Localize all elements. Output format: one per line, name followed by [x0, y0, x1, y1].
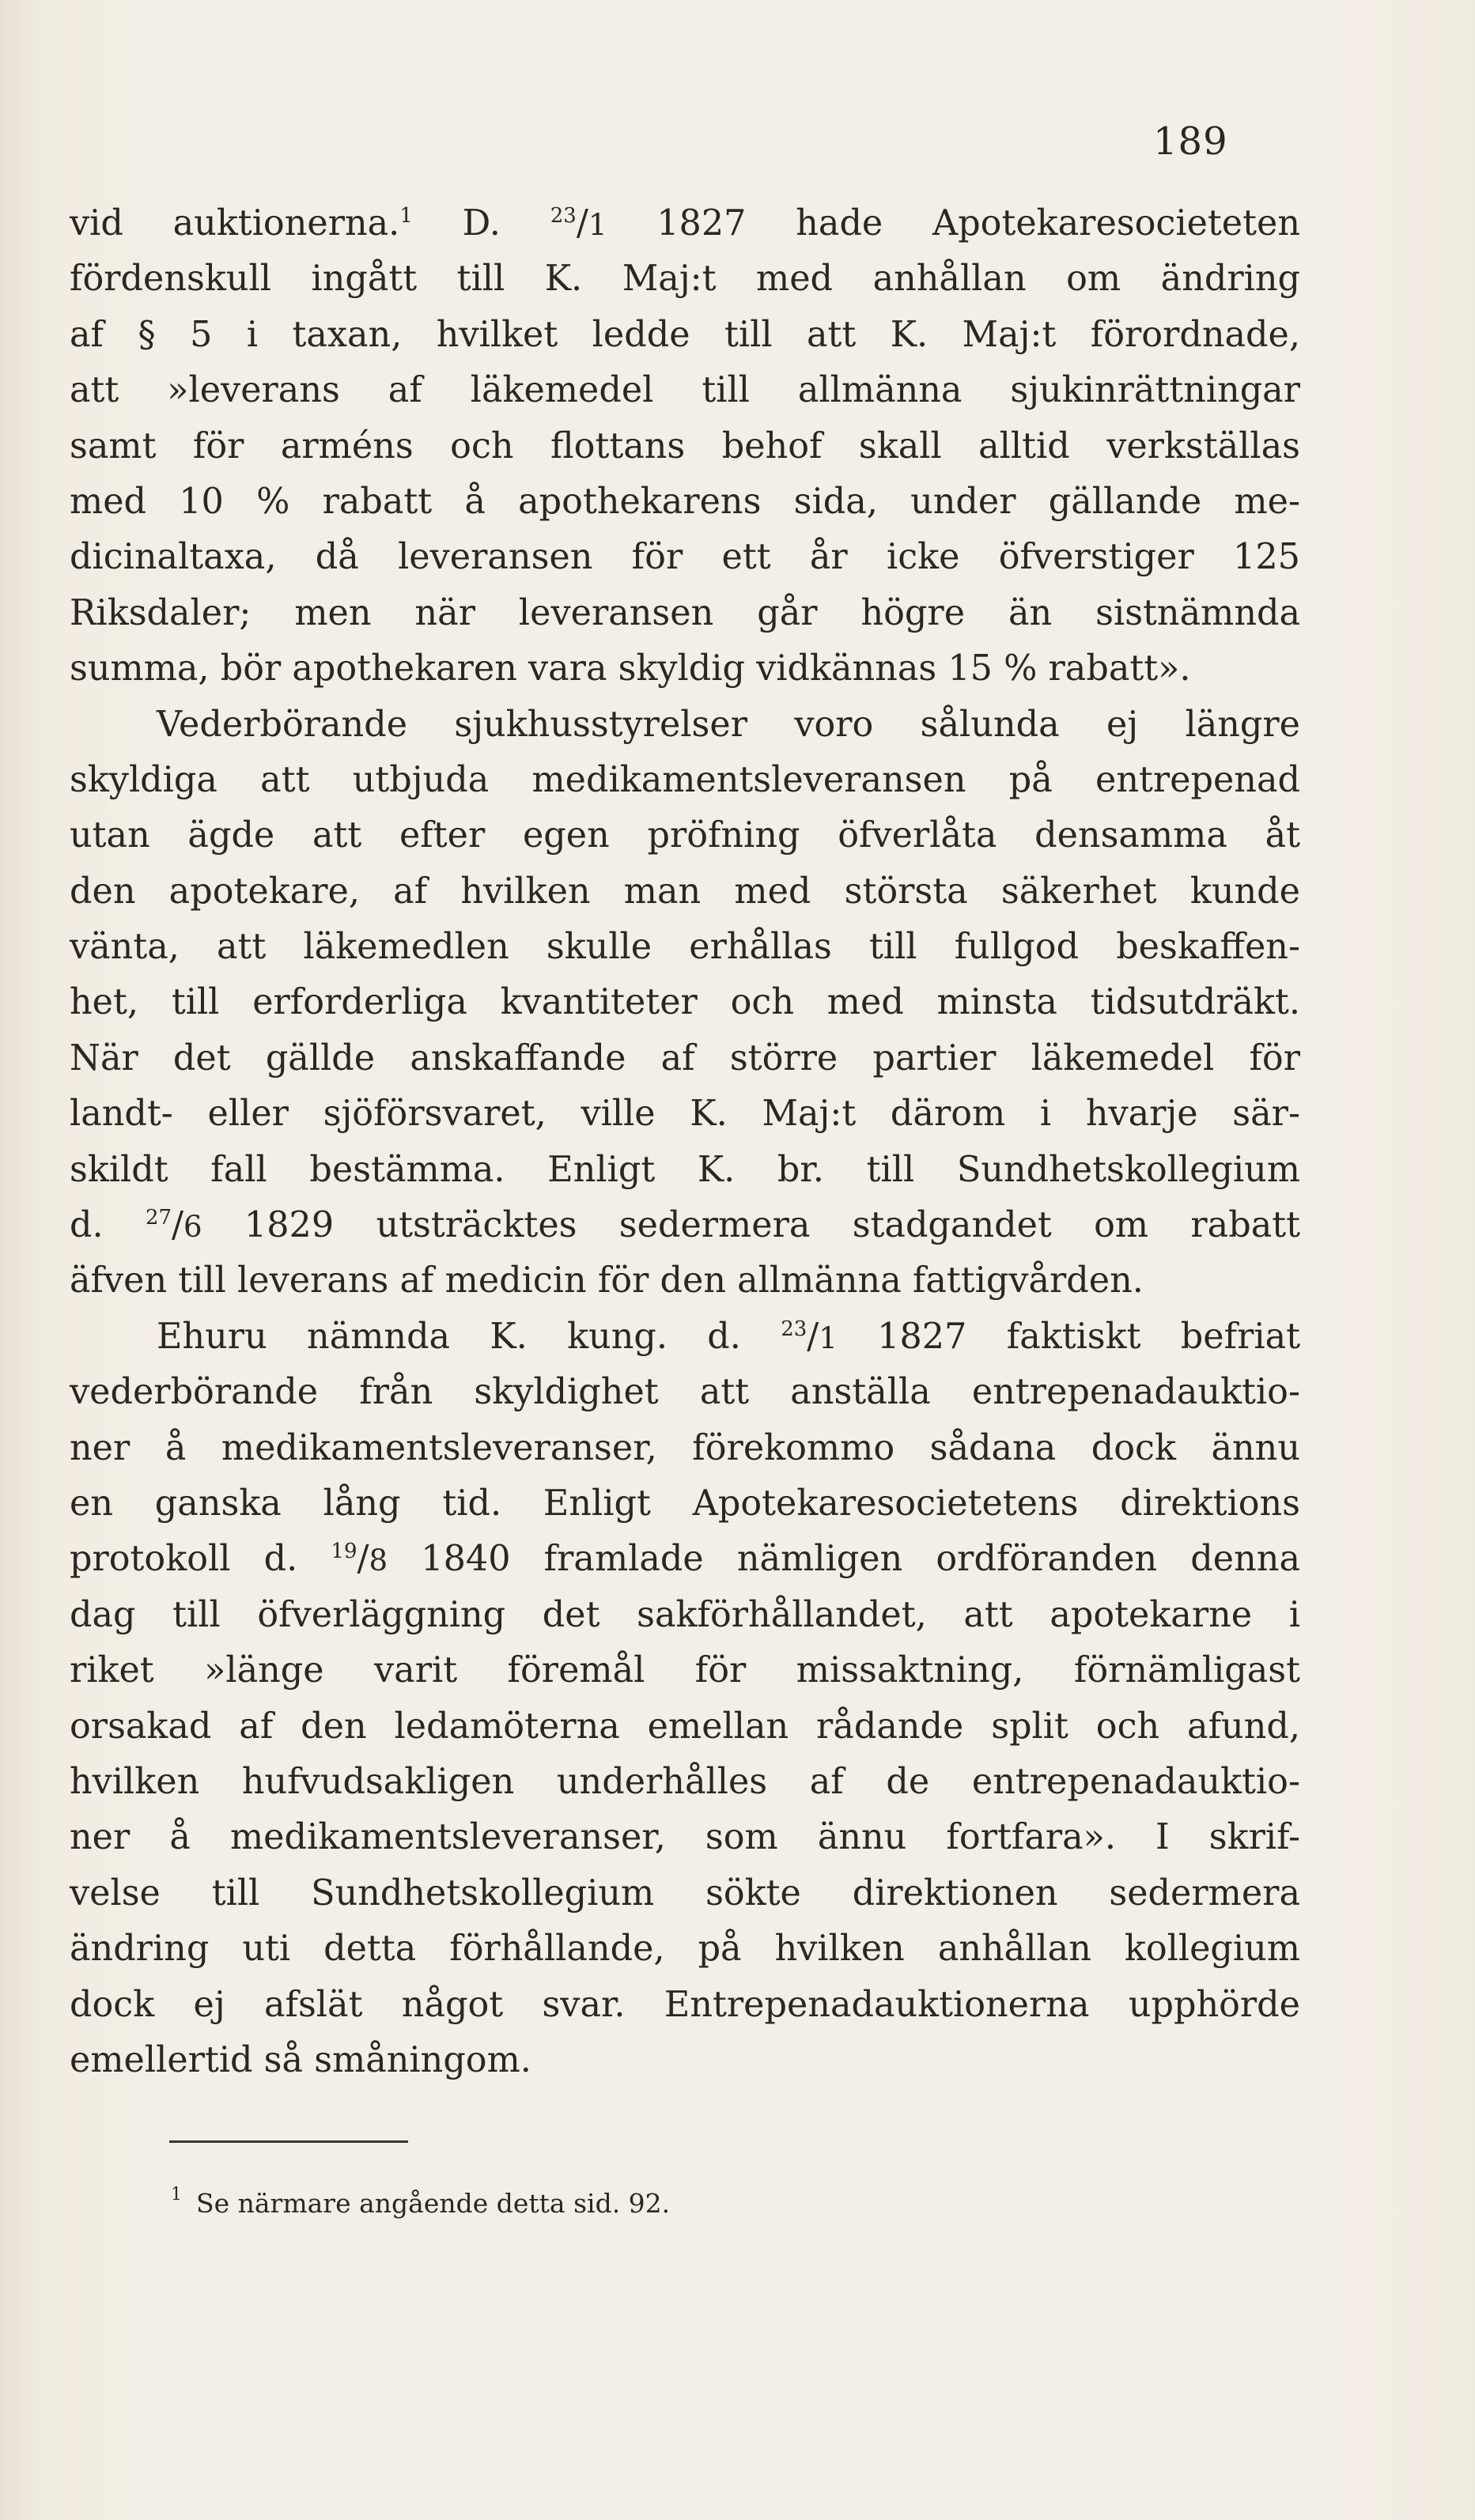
footnote-mark: 1 — [171, 2185, 182, 2205]
text-line: fördenskull ingått till K. Maj:t med anhållan om ändring — [70, 259, 1300, 300]
text-line: dock ej afslät något svar. Entrepenadauktionerna upphörde — [70, 1984, 1300, 2025]
footnote — [171, 2178, 670, 2221]
text-line: d. $^{27}$/6 1829 utsträcktes sedermera stadgandet om rabatt — [70, 1205, 1300, 1246]
page-number: 189 — [1153, 119, 1228, 164]
text-line: skildt fall bestämma. Enligt K. br. till Sundhetskollegium — [70, 1149, 1300, 1190]
footnote-text: Se närmare angående detta sid. 92. — [196, 2188, 671, 2219]
text-line: Vederbörande sjukhusstyrelser voro sålunda ej längre — [157, 704, 1300, 745]
text-line: velse till Sundhetskollegium sökte direktionen sedermera — [70, 1872, 1300, 1914]
text-line: landt- eller sjöförsvaret, ville K. Maj:t därom i hvarje sär- — [70, 1094, 1300, 1135]
text-line: skyldiga att utbjuda medikamentsleveransen på entrepenad — [70, 759, 1300, 800]
text-line: med 10 % rabatt å apothekarens sida, under gällande me- — [70, 481, 1300, 522]
text-line: ner å medikamentsleveranser, förekommo sådana dock ännu — [70, 1427, 1300, 1468]
text-line: emellertid så småningom. — [70, 2039, 531, 2080]
text-line: Riksdaler; men när leveransen går högre än sistnämnda — [70, 592, 1300, 633]
text-line: samt för arméns och flottans behof skall alltid verkställas — [70, 425, 1300, 467]
text-line: hvilken hufvudsakligen underhålles af de entrepenadauktio- — [70, 1761, 1300, 1802]
text-line: riket »länge varit föremål för missaktning, förnämligast — [70, 1650, 1300, 1691]
text-line: den apotekare, af hvilken man med största säkerhet kunde — [70, 871, 1300, 912]
text-line: När det gällde anskaffande af större partier läkemedel för — [70, 1037, 1300, 1079]
body-text — [70, 196, 1300, 2088]
text-line: af § 5 i taxan, hvilket ledde till att K. Maj:t förordnade, — [70, 314, 1300, 355]
text-line: dicinaltaxa, då leveransen för ett år icke öfverstiger 125 — [70, 537, 1300, 578]
text-line: vederbörande från skyldighet att anställa entrepenadauktio- — [70, 1372, 1300, 1413]
text-line: utan ägde att efter egen pröfning öfverlåta densamma åt — [70, 815, 1300, 856]
text-line: vänta, att läkemedlen skulle erhållas till fullgod beskaffen- — [70, 927, 1300, 968]
text-line: het, till erforderliga kvantiteter och med minsta tidsutdräkt. — [70, 982, 1300, 1023]
text-line: dag till öfverläggning det sakförhållandet, att apotekarne i — [70, 1594, 1300, 1635]
text-line: äfven till leverans af medicin för den allmänna fattigvården. — [70, 1260, 1144, 1302]
text-line: summa, bör apothekaren vara skyldig vidkännas 15 % rabatt». — [70, 648, 1191, 690]
text-line: vid auktionerna.$^1$ D. $^{23}$/1 1827 hade Apotekaresocieteten — [70, 203, 1301, 244]
text-line: ner å medikamentsleveranser, som ännu fortfara». I skrif- — [70, 1817, 1300, 1858]
text-line: en ganska lång tid. Enligt Apotekaresocietetens direktions — [70, 1483, 1300, 1524]
text-line: protokoll d. $^{19}$/8 1840 framlade nämligen ordföranden denna — [70, 1539, 1300, 1580]
footnote-divider — [169, 2140, 408, 2143]
text-line: orsakad af den ledamöterna emellan rådande split och afund, — [70, 1706, 1300, 1747]
text-line: ändring uti detta förhållande, på hvilken anhållan kollegium — [70, 1929, 1300, 1970]
text-line: att »leverans af läkemedel till allmänna sjukinrättningar — [70, 370, 1300, 411]
text-line: Ehuru nämnda K. kung. d. $^{23}$/1 1827 faktiskt befriat — [157, 1316, 1300, 1357]
